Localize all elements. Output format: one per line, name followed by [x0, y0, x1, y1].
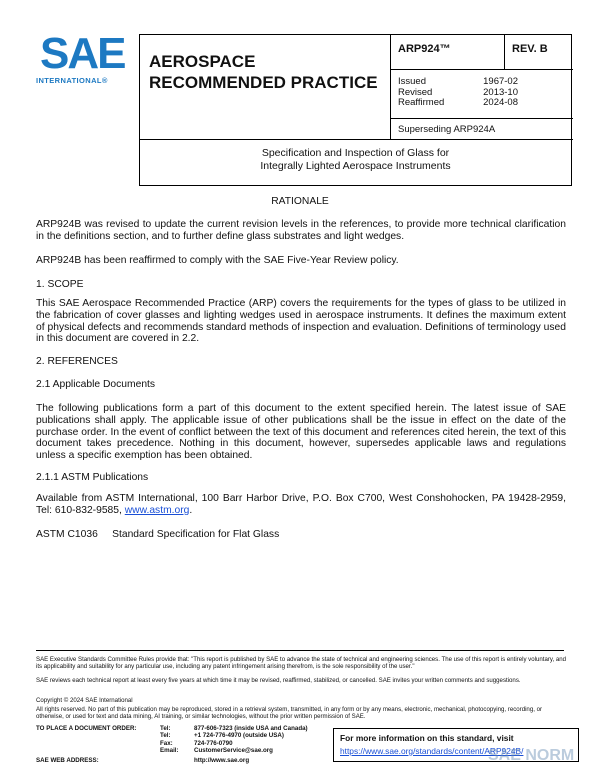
logo-mark: SAE	[40, 29, 125, 78]
document-title-line2: Integrally Lighted Aerospace Instruments	[260, 160, 451, 172]
revision-label: REV. B	[512, 43, 548, 55]
contact-label: Tel:	[160, 725, 171, 732]
date-label: Reaffirmed	[398, 97, 445, 108]
section-2-1-heading: 2.1 Applicable Documents	[36, 379, 156, 390]
date-row-issued	[398, 77, 518, 88]
logo-subtitle: INTERNATIONAL®	[36, 76, 108, 85]
section-2-heading: 2. REFERENCES	[36, 356, 118, 367]
section-1-heading: 1. SCOPE	[36, 279, 84, 290]
document-dates	[398, 77, 518, 109]
section-1-text: This SAE Aerospace Recommended Practice (ARP) covers the requirements for the types of glass to be utilized in the fabrication of cover glasses and lighting wedges used in aerospace instruments. It defines the maximum extent of physical defects and recommends standard methods of inspection and evaluation. Definitions of terminology used in this document are covered in 2.2.	[36, 298, 566, 345]
footer-rules-text: SAE Executive Standards Committee Rules provide that: "This report is published by SAE to advance the state of technical and engineering sciences. The use of this report is entirely voluntary, and its applicability and suitability for any particular use, including any patent infringement arising therefrom, is the sole responsibility of the user."	[36, 656, 567, 671]
footer-review-text: SAE reviews each technical report at least every five years at which time it may be revised, reaffirmed, stabilized, or cancelled. SAE invites your written comments and suggestions.	[36, 677, 521, 684]
date-label: Issued	[398, 76, 426, 87]
web-label: SAE WEB ADDRESS:	[36, 757, 99, 764]
header-divider-superseding	[390, 118, 573, 119]
order-label: TO PLACE A DOCUMENT ORDER:	[36, 725, 137, 732]
rationale-heading: RATIONALE	[271, 196, 329, 207]
section-2-1-1-heading: 2.1.1 ASTM Publications	[36, 472, 149, 483]
web-address[interactable]: http://www.sae.org	[194, 757, 250, 764]
document-title-line1: Specification and Inspection of Glass for	[261, 147, 450, 159]
footer-copyright: Copyright © 2024 SAE International	[36, 697, 133, 704]
header-divider-id	[390, 69, 573, 70]
watermark-text: SAE NORM	[488, 747, 575, 764]
document-title	[140, 147, 571, 173]
order-info	[36, 725, 376, 773]
more-info-link[interactable]: https://www.sae.org/standards/content/ARP924B/	[340, 746, 524, 756]
document-number: ARP924™	[398, 43, 451, 55]
contact-value: 877-606-7323 (inside USA and Canada)	[194, 725, 308, 732]
header-divider-vertical	[390, 35, 391, 139]
document-type	[149, 51, 378, 93]
rationale-paragraph-1: ARP924B was revised to update the current revision levels in the references, to provide more technical clarification in the definitions section, and to further define glass substrates and light wedges.	[36, 219, 566, 242]
header-divider-rev	[504, 35, 505, 69]
contact-value: 724-776-0790	[194, 739, 233, 747]
footer-rule	[36, 650, 564, 651]
contact-label: Email:	[160, 746, 179, 754]
date-label: Revised	[398, 86, 433, 98]
watermark	[470, 738, 598, 774]
more-info-title: For more information on this standard, visit	[340, 733, 514, 743]
contact-label: Tel:	[160, 732, 171, 740]
rationale-paragraph-2: ARP924B has been reaffirmed to comply with the SAE Five-Year Review policy.	[36, 255, 399, 266]
astm-link[interactable]: www.astm.org	[124, 504, 190, 516]
date-value: 2013-10	[483, 86, 518, 98]
document-type-line1: AEROSPACE	[149, 52, 256, 71]
astm-reference: ASTM C1036 Standard Specification for Flat Glass	[36, 529, 280, 540]
contact-value: +1 724-776-4970 (outside USA)	[194, 732, 284, 740]
superseding-note: Superseding ARP924A	[398, 124, 496, 135]
document-header	[139, 34, 572, 186]
date-value: 2024-08	[483, 97, 518, 108]
astm-end: .	[189, 504, 193, 516]
header-divider-title	[140, 139, 573, 140]
document-type-line2: RECOMMENDED PRACTICE	[149, 73, 378, 92]
section-2-1-text: The following publications form a part of this document to the extent specified herein. The latest issue of SAE publications shall apply. The applicable issue of other publications shall be the issue in effect on the date of the purchase order. In the event of conflict between the text of this document and references cited herein, the text of this document takes precedence. Nothing in this document, however, supersedes applicable laws and regulations unless a specific exemption has been obtained.	[36, 403, 566, 462]
footer-rights-text: All rights reserved. No part of this publication may be reproduced, stored in a retrieval system, transmitted, in any form or by any means, electronic, mechanical, photocopying, recording, or otherwise, or used for text and data mining, AI training, or similar technologies, without the prior written permission of SAE.	[36, 706, 543, 721]
date-value: 1967-02	[483, 76, 518, 87]
contact-label: Fax:	[160, 739, 173, 747]
date-row-reaffirmed	[398, 98, 518, 109]
contact-email[interactable]: CustomerService@sae.org	[194, 746, 273, 754]
astm-address: Available from ASTM International, 100 Barr Harbor Drive, P.O. Box C700, West Conshohocken, PA 19428-2959, Tel: 610-832-9585,	[36, 493, 566, 516]
section-2-1-1-text	[36, 493, 566, 517]
sae-logo	[36, 29, 125, 86]
